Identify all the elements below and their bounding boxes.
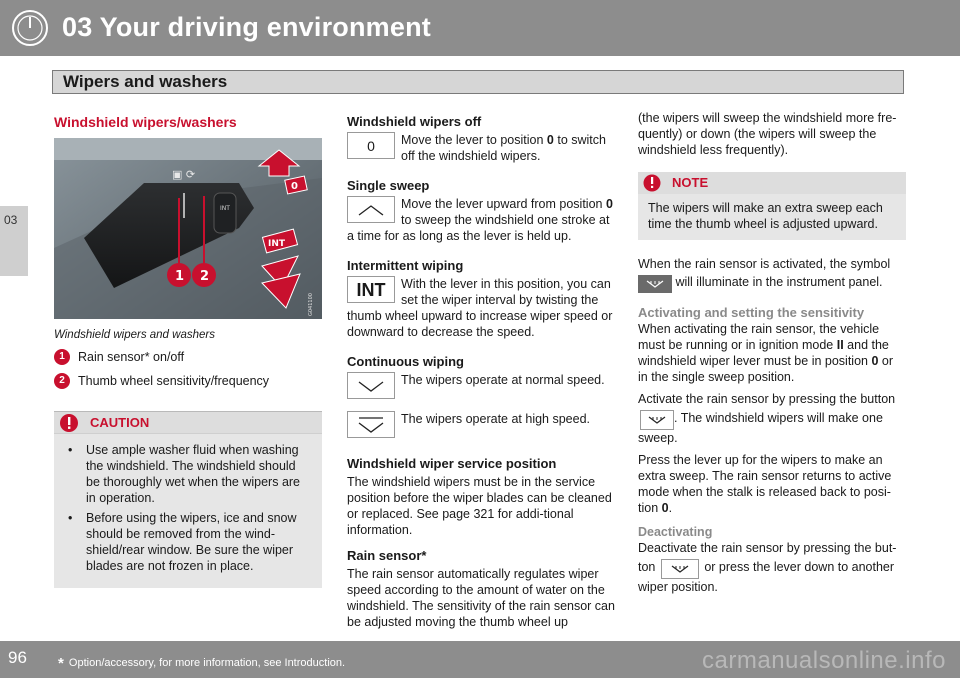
rain-sensor-button-icon <box>661 559 699 579</box>
off-heading: Windshield wipers off <box>347 114 482 129</box>
deactivating-heading: Deactivating <box>638 525 713 539</box>
wiper-lever-figure <box>54 138 322 319</box>
section-title: Wipers and washers <box>63 72 228 91</box>
activated-text: When the rain sensor is activated, the symbol will illuminate in the instrument panel. <box>638 256 906 293</box>
note-title: NOTE <box>672 175 709 190</box>
page-number: 96 <box>8 648 27 667</box>
int-symbol: INT <box>347 276 395 303</box>
legend-text: Thumb wheel sensitivity/frequency <box>78 374 270 388</box>
footnote: * Option/accessory, for more information, see Introduction. <box>58 655 346 672</box>
sensitivity-text: When activating the rain sensor, the vehicle must be running or in ignition mode II and the windshield wiper lever must be in position 0 or in the single sweep position. <box>638 322 893 384</box>
caution-box <box>54 411 322 588</box>
lever-text: Press the lever up for the wipers to make an extra sweep. The rain sensor returns to active mode when the stalk is released back to posi-tion 0. <box>638 453 892 515</box>
legend-number: 1 <box>54 349 70 365</box>
rain-sensor-heading: Rain sensor* <box>347 548 427 563</box>
section-heading: Windshield wipers/washers <box>54 114 237 130</box>
rain-sensor-symbol-icon <box>638 275 672 293</box>
continuous-high: The wipers operate at high speed. <box>347 411 615 438</box>
service-heading: Windshield wiper service position <box>347 456 557 471</box>
caution-header <box>54 412 322 434</box>
legend-number: 2 <box>54 373 70 389</box>
rain-sensor-text: The rain sensor automatically regulates wiper speed according to the amount of water on the windshield. The sensitivity of the rain sensor can be adjusted moving the thumb wheel up <box>347 567 615 629</box>
rain-sensor-button-icon <box>640 410 674 430</box>
figure-code: G041100 <box>308 293 314 316</box>
chapter-title: 03 Your driving environment <box>62 12 431 42</box>
legend-item <box>54 349 322 365</box>
wiper-lever-illustration <box>54 138 322 319</box>
chapter-tab-label: 03 <box>4 213 18 227</box>
note-text: The wipers will make an extra sweep each time the thumb wheel is adjusted upward. <box>648 201 883 231</box>
note-header <box>638 172 906 194</box>
chapter-tab <box>0 206 28 276</box>
warning-icon <box>58 412 80 434</box>
column-left <box>54 114 322 588</box>
deactivating-text: Deactivate the rain sensor by pressing the but-ton or press the lever down to another wiper position. <box>638 541 897 594</box>
high-speed-symbol-icon <box>347 411 395 438</box>
gauge-icon <box>10 8 50 48</box>
caution-item: • Before using the wipers, ice and snow should be removed from the wind-shield/rear window. Be sure the wiper blades are not frozen in place. <box>66 510 312 574</box>
section-bar <box>52 70 904 94</box>
legend-text: Rain sensor* on/off <box>78 350 185 364</box>
position-0-symbol: 0 <box>347 132 395 159</box>
normal-speed-symbol-icon <box>347 372 395 399</box>
single-sweep-block: Move the lever upward from position 0 to sweep the windshield one stroke at a time for as long as the lever is held up. <box>347 197 613 243</box>
single-sweep-symbol-icon <box>347 196 395 223</box>
legend-item <box>54 373 322 389</box>
service-text: The windshield wipers must be in the service position before the wiper blades can be cleaned or replaced. See page 321 for addi-tional information. <box>347 475 612 537</box>
sensitivity-continued-text: (the wipers will sweep the windshield more fre-quently) or down (the wipers will sweep the windshield less frequently). <box>638 111 897 157</box>
svg-text:▣ ⟳: ▣ ⟳ <box>172 168 196 181</box>
continuous-heading: Continuous wiping <box>347 354 464 369</box>
note-box <box>638 172 906 240</box>
sensitivity-heading: Activating and setting the sensitivity <box>638 305 865 320</box>
activate-text: Activate the rain sensor by pressing the button . The windshield wipers will make one sweep. <box>638 392 896 445</box>
int-label: INT <box>268 239 286 249</box>
position-off <box>347 132 615 164</box>
callout-2: 2 <box>200 269 210 284</box>
column-middle <box>347 114 615 630</box>
off-text: Move the lever to position 0 to switch off the windshield wipers. <box>401 133 606 163</box>
intermittent-block: INT With the lever in this position, you can set the wiper interval by twisting the thumb wheel upward to increase wiper speed or downward to decrease the speed. <box>347 277 613 339</box>
page-footer <box>0 641 960 678</box>
info-icon <box>642 173 662 193</box>
continuous-normal: The wipers operate at normal speed. <box>347 372 615 399</box>
intermittent-heading: Intermittent wiping <box>347 258 464 273</box>
caution-item: • Use ample washer fluid when washing the windshield. The windshield should be thoroughly wet when the wipers are in operation. <box>66 442 312 506</box>
pos0-label: 0 <box>291 181 298 192</box>
watermark: carmanualsonline.info <box>702 647 946 674</box>
single-sweep-heading: Single sweep <box>347 178 430 193</box>
caution-title: CAUTION <box>90 414 150 430</box>
column-right <box>638 110 906 595</box>
svg-text:INT: INT <box>220 205 230 212</box>
figure-caption: Windshield wipers and washers <box>54 329 215 341</box>
callout-1: 1 <box>175 269 185 284</box>
caution-list <box>54 434 322 588</box>
chapter-header <box>0 0 960 56</box>
